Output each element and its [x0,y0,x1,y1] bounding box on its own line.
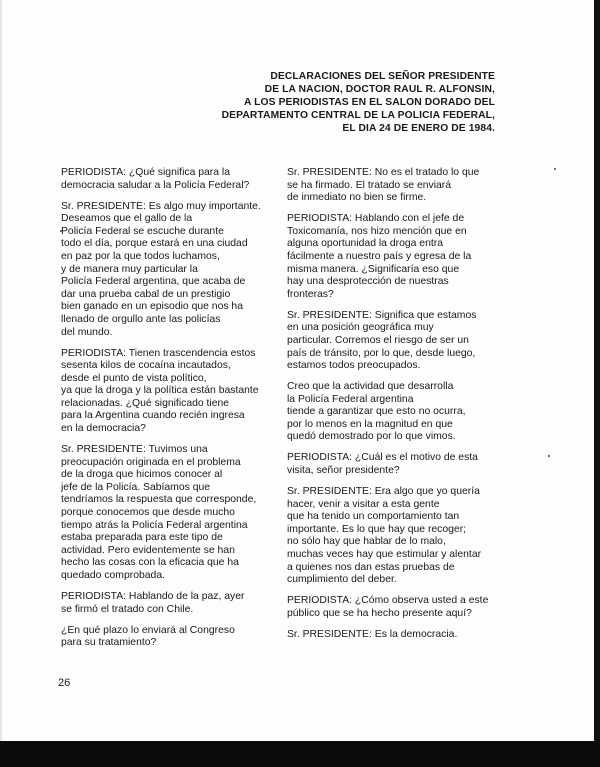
text-line: Policía Federal se escuche durante [61,225,224,237]
text-line: PERIODISTA: ¿Cuál es el motivo de esta [287,452,478,464]
text-line: hecho las cosas con la eficacia que ha [61,557,239,569]
text-line: del mundo. [61,326,113,338]
text-line: tiende a garantizar que esto no ocurra, [287,406,466,418]
text-line: Sr. PRESIDENTE: No es el tratado lo que [287,167,480,178]
text-line: Deseamos que el gallo de la [61,213,193,225]
text-line: PERIODISTA: Tienen trascendencia estos [61,347,256,359]
text-line: jefe de la Policía. Sabíamos que [61,481,211,493]
text-line: desde el punto de vista político, [61,372,207,384]
paragraph [61,201,275,340]
text-line: bien ganado en un episodio que nos ha [61,301,243,313]
text-line: fácilmente a nuestro país y egresa de la [287,250,472,262]
text-line: hacer, venir a visitar a esta gente [287,498,440,510]
text-line: relacionadas. ¿Qué significado tiene [61,397,230,409]
text-line: dar una prueba cabal de un prestigio [61,288,231,300]
heading-line: DEPARTAMENTO CENTRAL DE LA POLICIA FEDERAL, [221,110,495,121]
text-line: por lo menos en la magnitud en que [287,418,453,430]
text-line: visita, señor presidente? [287,465,400,477]
paragraph [287,167,502,205]
scan-edge-bottom [0,741,600,767]
text-line: para la Argentina cuando recién ingresa [61,410,245,422]
text-line: Toxicomanía, nos hizo mención que en [287,225,467,237]
text-line: PERIODISTA: Hablando con el jefe de [287,213,465,225]
scan-edge-left [0,0,2,767]
text-line: misma manera. ¿Significaría eso que [287,263,460,275]
text-line: porque conocemos que desde mucho [61,507,235,519]
text-line: que ha tenido un comportamiento tan [287,511,460,523]
paragraph [287,629,502,642]
text-line: Sr. PRESIDENTE: Tuvimos una [61,444,208,456]
text-line: a quienes nos dan estas pruebas de [287,561,455,573]
heading-line: DECLARACIONES DEL SEÑOR PRESIDENTE [270,71,495,82]
text-line: particular. Corremos el riesgo de ser un [287,334,469,346]
text-line: tendríamos la respuesta que corresponde, [61,494,257,506]
heading-line: DE LA NACION, DOCTOR RAUL R. ALFONSIN, [264,84,495,95]
text-line: Policía Federal argentina, que acaba de [61,276,246,288]
text-line: Creo que la actividad que desarrolla [287,381,454,393]
text-line: Sr. PRESIDENTE: Significa que estamos [287,309,477,321]
text-line: la Policía Federal argentina [287,393,414,405]
text-line: tiempo atrás la Policía Federal argentina [61,519,248,531]
paragraph [287,310,502,373]
scan-speck [554,168,556,170]
text-line: para su tratamiento? [61,637,157,649]
document-heading [210,70,495,135]
text-line: preocupación originada en el problema [61,456,241,468]
text-line: no sólo hay que hablar de lo malo, [287,536,446,548]
paragraph [287,595,502,620]
text-line: PERIODISTA: Hablando de la paz, ayer [61,590,245,602]
text-line: quedado comprobada. [61,569,165,581]
paragraph [287,381,502,444]
text-line: importante. Es lo que hay que recoger; [287,523,467,535]
left-column [61,167,275,658]
paragraph [61,625,275,650]
text-line: estamos todos preocupados. [287,360,421,372]
paragraph [61,348,275,436]
paragraph [287,486,502,587]
page-number: 26 [58,677,71,689]
text-line: en paz por la que todos luchamos, [61,250,220,262]
text-line: estaba preparada para este tipo de [61,532,223,544]
text-line: quedó demostrado por lo que vimos. [287,431,456,443]
text-line: país de tránsito, por lo que, desde luego, [287,347,476,359]
text-line: llenado de orgullo ante las policías [61,313,221,325]
text-line: Sr. PRESIDENTE: Es algo muy importante. [61,200,261,212]
text-line: Sr. PRESIDENTE: Era algo que yo quería [287,486,480,498]
paragraph [61,444,275,583]
paragraph [61,167,275,192]
text-line: cumplimiento del deber. [287,574,397,586]
text-line: ¿En qué plazo lo enviará al Congreso [61,624,235,636]
text-line: todo el día, porque estará en una ciudad [61,238,248,250]
text-line: fronteras? [287,288,334,300]
heading-line: EL DIA 24 DE ENERO DE 1984. [342,123,495,134]
paragraph [287,213,502,301]
paragraph [287,452,502,477]
text-line: muchas veces hay que estimular y alentar [287,548,482,560]
text-line: hay una desprotección de nuestras [287,276,449,288]
scan-edge-right [594,0,600,767]
text-line: Sr. PRESIDENTE: Es la democracia. [287,628,458,640]
text-line: en la democracia? [61,423,146,435]
text-line: y de manera muy particular la [61,263,198,275]
text-line: PERIODISTA: ¿Qué significa para la [61,167,231,178]
text-line: ya que la droga y la política están bastante [61,385,259,397]
scan-speck [548,455,550,457]
right-column [287,167,502,650]
text-line: se firmó el tratado con Chile. [61,603,194,615]
text-line: de la droga que hicimos conocer al [61,469,223,481]
text-line: de inmediato no bien se firme. [287,192,427,204]
text-line: en una posición geográfica muy [287,322,434,334]
text-line: democracia saludar a la Policía Federal? [61,179,250,191]
text-line: sesenta kilos de cocaína incautados, [61,360,231,372]
text-line: se ha firmado. El tratado se enviará [287,179,452,191]
heading-line: A LOS PERIODISTAS EN EL SALON DORADO DEL [244,97,495,108]
text-line: alguna oportunidad la droga entra [287,238,443,250]
text-line: PERIODISTA: ¿Cómo observa usted a este [287,595,489,607]
text-line: actividad. Pero evidentemente se han [61,544,235,556]
text-line: público que se ha hecho presente aquí? [287,607,472,619]
paragraph [61,591,275,616]
